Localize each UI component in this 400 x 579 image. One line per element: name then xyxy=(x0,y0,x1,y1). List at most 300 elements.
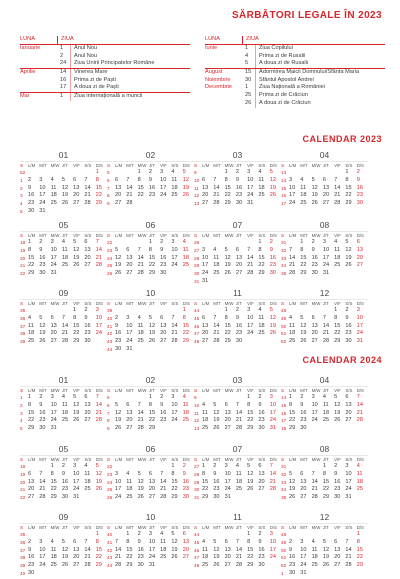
day-cell: 23 xyxy=(160,262,167,269)
day-cell: 11 xyxy=(84,470,91,477)
weekday-label: J/T xyxy=(61,387,68,393)
day-cell: 14 xyxy=(39,478,46,485)
weekday-label: S xyxy=(107,300,111,306)
weekday-label: S xyxy=(20,524,24,530)
day-cell: 31 xyxy=(202,277,209,284)
day-cell: 2 xyxy=(160,239,164,246)
month-name: 05 xyxy=(20,445,107,456)
weekday-label: V/F xyxy=(73,300,80,306)
day-cell: 26 xyxy=(115,425,122,432)
day-cell xyxy=(126,463,137,471)
day-cell: 26 xyxy=(115,270,122,277)
day-cell: 30 xyxy=(137,562,144,569)
day-cell xyxy=(96,494,107,502)
weekday-label: L/M xyxy=(202,456,210,462)
day-cell: 20 xyxy=(224,417,231,424)
week-number: 32 xyxy=(281,247,287,253)
day-cell: 2 xyxy=(61,463,65,470)
day-cell: 30 xyxy=(356,200,363,207)
day-cell: 13 xyxy=(73,546,80,553)
day-cell xyxy=(62,425,73,433)
day-cell: 20 xyxy=(202,192,209,199)
day-cell: 3 xyxy=(160,169,164,176)
weekday-label: D/S xyxy=(95,387,103,393)
day-cell: 2 xyxy=(28,176,32,183)
weekday-label: J/T xyxy=(322,232,329,238)
week-number: 27 xyxy=(194,247,200,253)
day-cell: 5 xyxy=(95,463,99,470)
weekday-label: D/S xyxy=(95,456,103,462)
day-cell: 15 xyxy=(28,409,35,416)
day-cell: 2 xyxy=(182,463,186,470)
month-grid xyxy=(20,300,107,346)
day-cell xyxy=(73,169,84,177)
week-number: 30 xyxy=(194,271,200,277)
day-cell: 27 xyxy=(258,486,265,493)
day-cell: 8 xyxy=(28,401,32,408)
day-cell xyxy=(160,562,171,570)
weekday-label: M/T xyxy=(39,456,47,462)
day-cell: 30 xyxy=(115,345,122,352)
day-cell: 3 xyxy=(115,470,119,477)
day-cell: 28 xyxy=(84,562,91,569)
day-cell: 6 xyxy=(224,538,228,545)
day-cell: 21 xyxy=(126,192,133,199)
day-cell: 2 xyxy=(356,169,360,176)
day-cell: 21 xyxy=(95,409,102,416)
day-cell: 6 xyxy=(224,401,228,408)
week-number: 14 xyxy=(281,177,287,183)
day-cell: 20 xyxy=(356,254,363,261)
day-cell: 31 xyxy=(356,338,363,345)
holiday-row xyxy=(20,45,190,53)
weekday-label: M/T xyxy=(126,387,134,393)
day-cell xyxy=(312,570,323,578)
day-cell: 9 xyxy=(39,401,43,408)
day-cell: 15 xyxy=(50,478,57,485)
day-cell: 28 xyxy=(334,200,341,207)
day-cell: 1 xyxy=(73,307,77,314)
day-cell: 17 xyxy=(269,546,276,553)
day-cell: 3 xyxy=(50,394,54,401)
day-cell: 4 xyxy=(61,394,65,401)
day-cell xyxy=(96,425,107,433)
day-cell: 21 xyxy=(95,254,102,261)
day-cell: 13 xyxy=(73,184,80,191)
day-cell: 25 xyxy=(258,330,265,337)
day-cell xyxy=(323,570,334,578)
week-number: 44 xyxy=(194,308,200,314)
week-number: 38 xyxy=(20,555,26,561)
week-number: 40 xyxy=(20,570,26,576)
day-cell xyxy=(323,169,334,177)
holiday-month xyxy=(20,84,57,92)
day-cell: 23 xyxy=(61,486,69,493)
week-number: 5 xyxy=(20,426,23,432)
day-cell: 15 xyxy=(258,254,265,261)
day-cell: 1 xyxy=(289,394,293,401)
day-cell: 25 xyxy=(160,554,167,561)
week-number: 35 xyxy=(20,532,26,538)
day-cell xyxy=(300,531,311,539)
day-cell: 7 xyxy=(269,463,273,470)
week-number: 6 xyxy=(107,402,110,408)
day-cell: 17 xyxy=(39,192,46,199)
day-cell xyxy=(73,425,84,433)
weekday-label: S/S xyxy=(345,387,353,393)
day-cell: 20 xyxy=(73,192,80,199)
holiday-row xyxy=(20,53,190,61)
weekday-label: L/M xyxy=(28,524,36,530)
day-cell xyxy=(39,463,50,471)
day-cell: 19 xyxy=(300,330,307,337)
weekday-label: D/S xyxy=(95,162,103,168)
weekday-label: S xyxy=(20,232,24,238)
holiday-day: 26 xyxy=(245,99,252,106)
weekday-label: V/F xyxy=(334,162,341,168)
day-cell xyxy=(312,463,323,471)
day-cell: 5 xyxy=(182,169,186,176)
weekday-label: M/W xyxy=(50,456,60,462)
week-number: 15 xyxy=(281,185,287,191)
month-name: 12 xyxy=(281,513,368,524)
day-cell xyxy=(160,307,171,315)
day-cell: 29 xyxy=(334,338,341,345)
day-cell: 4 xyxy=(258,169,262,176)
day-cell: 17 xyxy=(50,409,57,416)
day-cell: 14 xyxy=(171,322,178,329)
day-cell: 17 xyxy=(247,322,254,329)
day-cell: 19 xyxy=(148,330,156,337)
week-number: 40 xyxy=(107,532,113,538)
day-cell: 15 xyxy=(137,184,144,191)
day-cell: 4 xyxy=(171,169,175,176)
day-cell: 20 xyxy=(334,554,341,561)
day-cell: 12 xyxy=(115,254,122,261)
holiday-row xyxy=(205,84,385,92)
month-calendar xyxy=(107,513,194,570)
weekday-label: M/T xyxy=(39,300,47,306)
day-cell xyxy=(28,307,39,315)
weekday-label: S/S xyxy=(84,300,92,306)
day-cell: 19 xyxy=(95,478,102,485)
day-cell: 8 xyxy=(224,314,228,321)
weekday-label: S xyxy=(194,524,198,530)
weekday-label: M/W xyxy=(50,232,60,238)
day-cell: 25 xyxy=(126,494,133,501)
day-cell: 10 xyxy=(39,184,46,191)
day-cell xyxy=(96,208,107,216)
day-cell: 27 xyxy=(73,562,80,569)
day-cell: 29 xyxy=(289,425,296,432)
day-cell: 22 xyxy=(148,262,156,269)
day-cell xyxy=(202,531,213,539)
month-grid xyxy=(281,162,368,208)
day-cell: 24 xyxy=(148,554,156,561)
day-cell xyxy=(96,570,107,578)
day-cell: 14 xyxy=(247,254,254,261)
day-cell: 18 xyxy=(171,184,178,191)
weekday-label: L/M xyxy=(289,232,297,238)
day-cell: 6 xyxy=(182,531,186,538)
weekday-label: L/M xyxy=(115,456,123,462)
week-number: 2 xyxy=(20,185,23,191)
day-cell xyxy=(126,169,137,177)
weekday-label: M/W xyxy=(224,162,234,168)
month-grid xyxy=(281,387,368,433)
month-name: 04 xyxy=(281,151,368,162)
month-grid xyxy=(20,232,107,278)
day-cell: 24 xyxy=(73,486,80,493)
weekday-label: M/T xyxy=(300,162,308,168)
day-cell: 29 xyxy=(95,562,102,569)
day-cell xyxy=(312,531,323,539)
day-cell: 19 xyxy=(182,184,189,191)
day-cell: 20 xyxy=(126,417,133,424)
weekday-label: L/M xyxy=(202,300,210,306)
day-cell: 4 xyxy=(322,394,326,401)
day-cell: 28 xyxy=(95,417,102,424)
col-month-label: LUNA xyxy=(205,36,220,42)
day-cell: 10 xyxy=(247,176,254,183)
day-cell xyxy=(73,208,84,216)
day-cell: 29 xyxy=(28,270,35,277)
weekday-label: J/T xyxy=(148,232,155,238)
week-number: 20 xyxy=(20,255,26,261)
holiday-day: 14 xyxy=(60,69,67,76)
holiday-row xyxy=(205,60,385,68)
day-cell xyxy=(300,169,311,177)
day-cell: 2 xyxy=(84,307,88,314)
weekday-label: L/M xyxy=(115,524,123,530)
day-cell: 17 xyxy=(356,322,363,329)
day-cell: 18 xyxy=(160,546,167,553)
week-number: 48 xyxy=(194,339,200,345)
holiday-row xyxy=(20,92,190,101)
day-cell: 13 xyxy=(356,246,363,253)
day-cell: 25 xyxy=(182,262,189,269)
day-cell: 11 xyxy=(202,409,208,416)
holiday-month: August xyxy=(205,69,223,76)
day-cell: 20 xyxy=(345,409,352,416)
day-cell: 23 xyxy=(334,486,341,493)
weekday-label: S xyxy=(194,456,198,462)
day-cell: 30 xyxy=(160,270,167,277)
month-name: 05 xyxy=(20,221,107,232)
day-cell: 19 xyxy=(115,417,122,424)
month-grid xyxy=(194,387,281,433)
month-name: 03 xyxy=(194,376,281,387)
day-cell: 8 xyxy=(345,176,349,183)
day-cell: 3 xyxy=(95,307,99,314)
day-cell: 22 xyxy=(202,486,209,493)
day-cell: 2 xyxy=(115,314,119,321)
week-number: 46 xyxy=(194,323,200,329)
day-cell xyxy=(160,200,171,208)
day-cell xyxy=(270,278,281,286)
day-cell xyxy=(345,570,356,578)
week-number: 3 xyxy=(20,193,23,199)
day-cell: 8 xyxy=(224,176,228,183)
day-cell: 16 xyxy=(300,409,307,416)
day-cell: 1 xyxy=(334,307,338,314)
day-cell: 12 xyxy=(61,184,69,191)
weekday-label: J/T xyxy=(61,232,68,238)
week-number: 47 xyxy=(194,555,200,561)
weekday-label: V/F xyxy=(73,162,80,168)
day-cell: 24 xyxy=(50,417,57,424)
day-cell: 1 xyxy=(50,463,54,470)
week-number: 25 xyxy=(107,263,113,269)
day-cell: 13 xyxy=(84,401,91,408)
weekday-label: V/F xyxy=(334,300,341,306)
weekday-label: L/M xyxy=(115,232,123,238)
day-cell: 23 xyxy=(258,417,265,424)
day-cell: 2 xyxy=(311,239,315,246)
day-cell: 9 xyxy=(213,470,217,477)
week-number: 52 xyxy=(281,339,287,345)
day-cell: 13 xyxy=(334,546,341,553)
weekday-label: D/S xyxy=(182,162,190,168)
week-number: 32 xyxy=(281,471,287,477)
day-cell: 1 xyxy=(322,463,326,470)
day-cell: 4 xyxy=(28,314,32,321)
day-cell: 28 xyxy=(95,262,102,269)
day-cell: 28 xyxy=(61,338,69,345)
day-cell: 20 xyxy=(160,330,167,337)
week-number: 39 xyxy=(20,563,26,569)
week-number: 22 xyxy=(20,495,26,501)
day-cell: 8 xyxy=(289,401,293,408)
day-cell: 6 xyxy=(202,176,206,183)
day-cell xyxy=(62,531,73,539)
weekday-label: L/M xyxy=(289,162,297,168)
day-cell: 10 xyxy=(202,254,209,261)
weekday-label: J/T xyxy=(148,300,155,306)
day-cell: 2 xyxy=(213,463,217,470)
weekday-label: L/M xyxy=(115,300,123,306)
day-cell: 23 xyxy=(213,486,220,493)
month-name: 09 xyxy=(20,513,107,524)
day-cell: 1 xyxy=(137,169,141,176)
day-cell: 9 xyxy=(39,246,43,253)
weekday-label: S xyxy=(107,387,111,393)
day-cell: 15 xyxy=(95,546,102,553)
week-number: 9 xyxy=(107,426,110,432)
month-grid xyxy=(281,232,368,278)
week-number: 30 xyxy=(194,487,200,493)
weekday-label: S xyxy=(194,387,198,393)
week-number: 8 xyxy=(107,193,110,199)
day-cell: 28 xyxy=(137,270,144,277)
weekday-label: M/T xyxy=(300,300,308,306)
day-cell: 30 xyxy=(258,562,265,569)
day-cell xyxy=(225,531,236,539)
day-cell: 26 xyxy=(322,562,330,569)
weekday-label: D/S xyxy=(269,300,277,306)
day-cell: 5 xyxy=(289,470,293,477)
week-number: 34 xyxy=(281,263,287,269)
day-cell: 30 xyxy=(334,494,341,501)
holiday-month: Aprilie xyxy=(20,69,36,76)
day-cell: 29 xyxy=(73,338,80,345)
day-cell: 14 xyxy=(137,409,144,416)
day-cell: 18 xyxy=(311,554,318,561)
month-grid xyxy=(194,162,281,208)
day-cell: 10 xyxy=(115,478,122,485)
holiday-day: 4 xyxy=(245,52,249,59)
week-number: 29 xyxy=(194,479,200,485)
day-cell: 15 xyxy=(148,409,156,416)
day-cell: 7 xyxy=(235,401,239,408)
weekday-label: V/F xyxy=(247,232,254,238)
day-cell: 24 xyxy=(126,338,133,345)
day-cell: 9 xyxy=(84,314,88,321)
weekday-label: J/T xyxy=(61,524,68,530)
month-name: 10 xyxy=(107,289,194,300)
holiday-name: Prima zi de Paști xyxy=(70,77,190,85)
day-cell: 21 xyxy=(334,192,341,199)
day-cell: 3 xyxy=(300,538,304,545)
day-cell xyxy=(51,531,62,539)
day-cell: 12 xyxy=(289,478,296,485)
day-cell xyxy=(357,425,368,433)
day-cell: 19 xyxy=(311,192,318,199)
day-cell: 4 xyxy=(289,314,293,321)
weekday-label: J/T xyxy=(235,232,242,238)
day-cell: 12 xyxy=(269,176,276,183)
day-cell: 6 xyxy=(73,176,77,183)
day-cell: 28 xyxy=(356,417,363,424)
day-cell: 13 xyxy=(115,184,122,191)
day-cell: 15 xyxy=(171,478,178,485)
day-cell: 21 xyxy=(115,554,122,561)
day-cell: 2 xyxy=(258,531,262,538)
weekday-label: J/T xyxy=(148,387,155,393)
day-cell: 26 xyxy=(269,192,276,199)
day-cell: 4 xyxy=(50,176,54,183)
day-cell: 11 xyxy=(182,401,189,408)
day-cell: 14 xyxy=(322,322,330,329)
weekday-label: S/S xyxy=(171,232,179,238)
day-cell: 6 xyxy=(160,314,164,321)
week-number: 52 xyxy=(281,563,287,569)
week-number: 4 xyxy=(20,201,23,207)
weekday-label: V/F xyxy=(73,232,80,238)
week-number: 44 xyxy=(107,346,113,352)
week-number: 45 xyxy=(194,539,200,545)
holiday-month: Decembrie xyxy=(205,84,233,91)
day-cell: 22 xyxy=(247,554,254,561)
day-cell: 6 xyxy=(73,538,77,545)
day-cell: 29 xyxy=(345,200,352,207)
day-cell: 18 xyxy=(213,262,220,269)
month-name: 02 xyxy=(107,376,194,387)
day-cell: 13 xyxy=(258,470,265,477)
holidays-header xyxy=(205,36,385,45)
day-cell: 17 xyxy=(269,409,276,416)
day-cell xyxy=(115,463,126,471)
week-number: 35 xyxy=(281,495,287,501)
day-cell: 30 xyxy=(61,494,69,501)
week-number: 38 xyxy=(20,331,26,337)
weekday-label: L/M xyxy=(28,162,36,168)
day-cell: 13 xyxy=(224,409,231,416)
day-cell: 12 xyxy=(213,546,220,553)
month-name: 12 xyxy=(281,289,368,300)
day-cell: 1 xyxy=(247,531,251,538)
day-cell: 18 xyxy=(50,192,57,199)
